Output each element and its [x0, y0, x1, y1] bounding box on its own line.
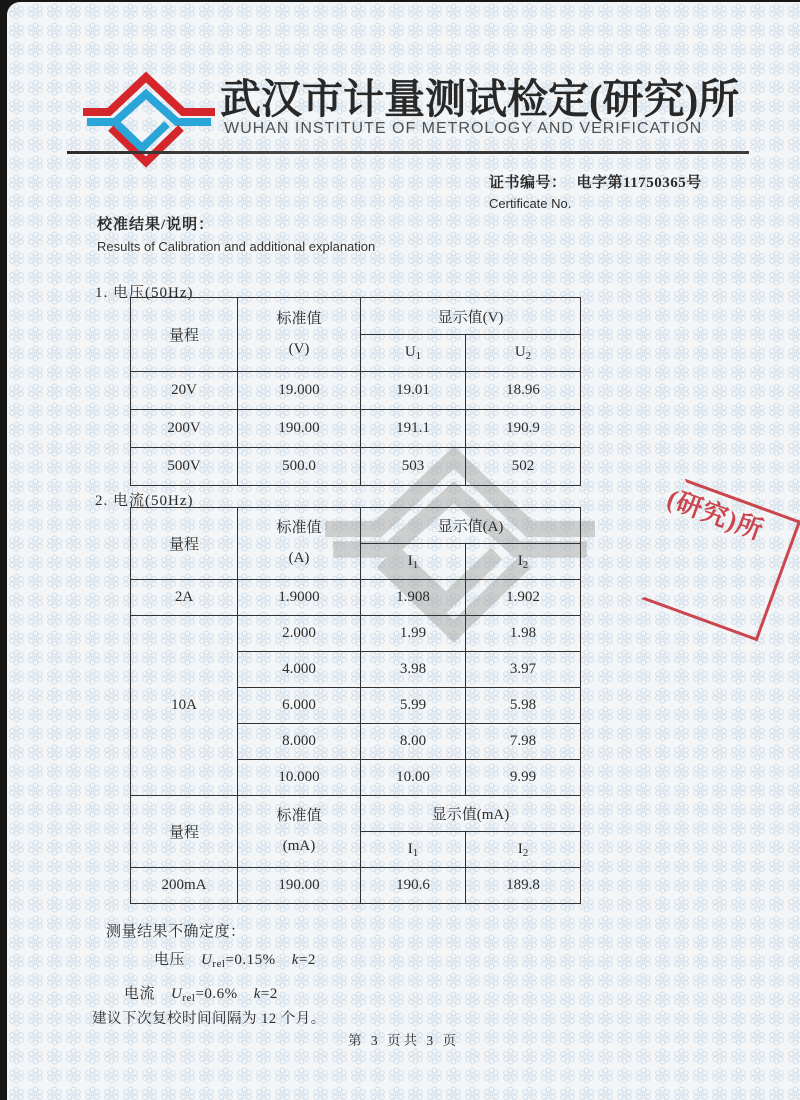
cell-range: 200mA — [131, 868, 238, 904]
cell-standard: 10.000 — [238, 760, 361, 796]
uncertainty-current-line — [124, 982, 278, 1004]
table-row — [131, 580, 581, 616]
cell-standard: 8.000 — [238, 724, 361, 760]
current-col-standard-label: 标准值 — [276, 520, 322, 536]
cell-i2: 1.98 — [466, 616, 581, 652]
ma-col-i2 — [466, 832, 581, 868]
results-heading-en: Results of Calibration and additional explanation — [97, 239, 376, 254]
voltage-col-standard-unit: (V) — [288, 341, 310, 357]
i1-symbol: I — [407, 840, 413, 857]
cell-range: 2A — [131, 580, 238, 616]
i1-subscript: 1 — [412, 558, 419, 571]
cell-i1: 10.00 — [361, 760, 466, 796]
cell-standard: 190.00 — [238, 868, 361, 904]
cell-range: 200V — [131, 410, 238, 448]
k-symbol: k — [253, 986, 261, 1002]
urel-subscript: rel — [182, 992, 196, 1004]
ma-col-displayed: 显示值(mA) — [361, 796, 581, 832]
cell-standard: 1.9000 — [238, 580, 361, 616]
i2-symbol: I — [517, 552, 523, 569]
ma-col-i1 — [361, 832, 466, 868]
institute-title-english: WUHAN INSTITUTE OF METROLOGY AND VERIFICATION — [224, 120, 703, 137]
certificate-number-block — [489, 171, 702, 211]
voltage-col-range: 量程 — [131, 298, 238, 372]
cell-u2: 18.96 — [466, 372, 581, 410]
uncertainty-voltage-line — [154, 948, 316, 970]
cell-u1: 19.01 — [361, 372, 466, 410]
cell-i2: 189.8 — [466, 868, 581, 904]
cell-standard: 190.00 — [238, 410, 361, 448]
cell-i1: 8.00 — [361, 724, 466, 760]
cell-u1: 503 — [361, 448, 466, 486]
header-divider-rule — [67, 151, 749, 154]
results-section-heading — [97, 213, 375, 254]
cell-i2: 3.97 — [466, 652, 581, 688]
i1-subscript: 1 — [412, 846, 419, 859]
cell-i2: 9.99 — [466, 760, 581, 796]
cell-range-10a: 10A — [131, 616, 238, 796]
current-col-standard-unit: (A) — [288, 550, 310, 566]
cell-standard: 4.000 — [238, 652, 361, 688]
urel-value: =0.15% — [225, 952, 276, 968]
cell-i1: 3.98 — [361, 652, 466, 688]
institute-title-chinese: 武汉市计量测试检定(研究)所 — [220, 76, 740, 122]
table-row — [131, 448, 581, 486]
i2-subscript: 2 — [522, 846, 529, 859]
voltage-col-standard-label: 标准值 — [276, 311, 322, 327]
urel-symbol: U — [171, 986, 183, 1002]
current-col-range: 量程 — [131, 508, 238, 580]
ma-col-standard-unit: (mA) — [282, 838, 316, 854]
current-col-i1 — [361, 544, 466, 580]
voltage-col-u2 — [466, 335, 581, 372]
cell-u2: 190.9 — [466, 410, 581, 448]
k-value: =2 — [260, 986, 278, 1002]
stamp-text: (研究)所 — [663, 484, 768, 546]
current-col-displayed: 显示值(A) — [361, 508, 581, 544]
current-col-standard — [238, 508, 361, 580]
u1-subscript: 1 — [415, 350, 422, 362]
cell-standard: 19.000 — [238, 372, 361, 410]
certificate-number-label-en: Certificate No. — [489, 196, 572, 211]
u2-symbol: U — [514, 344, 526, 360]
cell-i2: 1.902 — [466, 580, 581, 616]
voltage-section-heading: 1. 电压(50Hz) — [95, 285, 194, 301]
table-row — [131, 410, 581, 448]
uncertainty-title: 测量结果不确定度： — [106, 924, 246, 940]
cell-i2: 7.98 — [466, 724, 581, 760]
urel-symbol: U — [201, 952, 213, 968]
k-symbol: k — [291, 952, 299, 968]
cell-i1: 1.99 — [361, 616, 466, 652]
cell-standard: 500.0 — [238, 448, 361, 486]
current-table — [130, 507, 581, 904]
cell-i1: 1.908 — [361, 580, 466, 616]
certificate-number-value: 电字第11750365号 — [576, 175, 702, 191]
certificate-number-label-cn: 证书编号： — [489, 175, 567, 191]
uncertainty-current-prefix: 电流 — [124, 986, 156, 1002]
u2-subscript: 2 — [525, 350, 532, 362]
table-row — [131, 372, 581, 410]
i1-symbol: I — [407, 552, 413, 569]
ma-col-standard-label: 标准值 — [276, 808, 322, 824]
cell-u1: 191.1 — [361, 410, 466, 448]
recalibration-advice: 建议下次复校时间间隔为 12 个月。 — [92, 1011, 326, 1027]
results-heading-cn: 校准结果/说明： — [97, 217, 215, 233]
uncertainty-voltage-prefix: 电压 — [154, 952, 186, 968]
voltage-col-u1 — [361, 335, 466, 372]
voltage-col-displayed: 显示值(V) — [361, 298, 581, 335]
table-row — [131, 868, 581, 904]
cell-range: 500V — [131, 448, 238, 486]
certificate-page — [7, 2, 800, 1100]
ma-col-range: 量程 — [131, 796, 238, 868]
cell-standard: 6.000 — [238, 688, 361, 724]
cell-u2: 502 — [466, 448, 581, 486]
cell-i1: 5.99 — [361, 688, 466, 724]
page-number-footer: 第 3 页共 3 页 — [348, 1033, 459, 1048]
i2-symbol: I — [517, 840, 523, 857]
table-row — [131, 616, 581, 652]
u1-symbol: U — [404, 344, 416, 360]
ma-col-standard — [238, 796, 361, 868]
cell-range: 20V — [131, 372, 238, 410]
current-col-i2 — [466, 544, 581, 580]
current-section-heading: 2. 电流(50Hz) — [95, 493, 194, 509]
i2-subscript: 2 — [522, 558, 529, 571]
urel-subscript: rel — [212, 958, 226, 970]
k-value: =2 — [298, 952, 316, 968]
urel-value: =0.6% — [195, 986, 238, 1002]
voltage-col-standard — [238, 298, 361, 372]
cell-i1: 190.6 — [361, 868, 466, 904]
institute-logo-icon — [83, 68, 215, 172]
cell-standard: 2.000 — [238, 616, 361, 652]
cell-i2: 5.98 — [466, 688, 581, 724]
voltage-table — [130, 297, 581, 486]
